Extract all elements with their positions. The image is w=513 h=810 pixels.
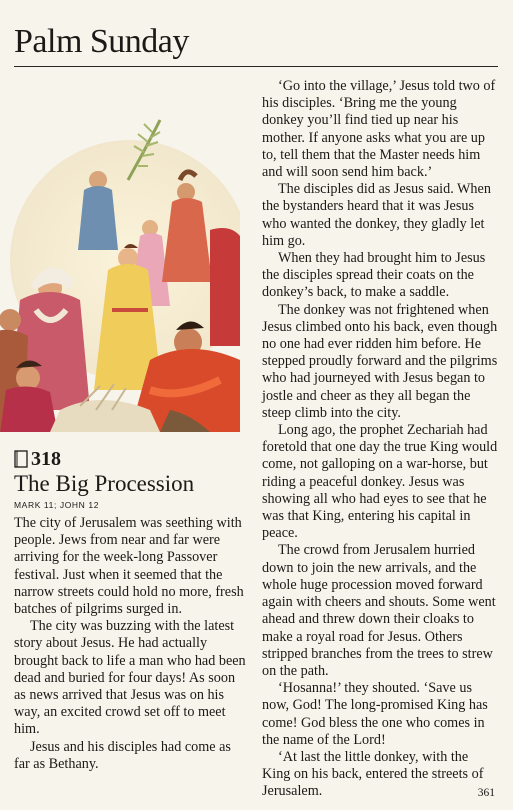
paragraph: When they had brought him to Jesus the disciples spread their coats on the donkey’s back, to make a saddle. <box>262 250 486 301</box>
paragraph: ‘Hosanna!’ they shouted. ‘Save us now, God! The long-promised King has come! God bless the one who comes in the name of the Lord! <box>262 680 488 748</box>
story-title: The Big Procession <box>14 471 195 496</box>
paragraph: The city was buzzing with the latest story about Jesus. He had actually brought back to life a man who had been dead and buried for four days! As soon as news arrived that Jesus was on his way, an excited crowd set off to meet him. <box>14 618 246 738</box>
right-column-text <box>262 78 498 801</box>
procession-illustration <box>0 110 240 432</box>
paragraph: ‘At last the little donkey, with the King on his back, entered the streets of Jerusalem. <box>262 748 484 800</box>
story-number: 318 <box>31 448 61 470</box>
paragraph: Long ago, the prophet Zechariah had foretold that one day the true King would come, not galloping on a war-horse, but riding a peaceful donkey. Jesus was showing all who had eyes to see that he was that King, entering his capital in peace. <box>262 422 498 542</box>
story-header <box>14 449 240 510</box>
scripture-reference: MARK 11; JOHN 12 <box>14 500 100 510</box>
paragraph: The crowd from Jerusalem hurried down to join the new arrivals, and the whole huge procession moved forward again with cheers and shouts. Some went ahead and threw down their cloaks to make a royal road for Jesus. Others stripped branches from the trees to strew on the path. <box>262 542 496 679</box>
title-rule <box>14 66 498 67</box>
story-number-row <box>14 449 240 469</box>
page-number: 361 <box>477 787 495 799</box>
paragraph: The city of Jerusalem was seething with people. Jews from near and far were arriving for the week-long Passover festival. Just when it seemed that the narrow streets could hold no more, fresh batches of pilgrims surged in. <box>14 515 244 618</box>
paragraph: The disciples did as Jesus said. When the bystanders heard that it was Jesus who wanted the donkey, they gladly let him go. <box>262 181 491 249</box>
page-title: Palm Sunday <box>14 23 189 60</box>
crowd-palm-procession-painting <box>0 110 240 432</box>
paragraph: Jesus and his disciples had come as far as Bethany. <box>14 738 231 772</box>
paragraph: ‘Go into the village,’ Jesus told two of his disciples. ‘Bring me the young donkey you’ll find tied up near his mother. If anyone asks what you are up to, tell them that the Master needs him and will soon send him back.’ <box>262 78 496 181</box>
paragraph: The donkey was not frightened when Jesus climbed onto his back, even though no one had ever ridden him before. He stepped proudly forward and the pilgrims who had journeyed with Jesus began to jostle and cheer as they all began the steep climb into the city. <box>262 301 498 421</box>
left-column-text <box>14 515 246 773</box>
book-icon <box>14 450 28 468</box>
